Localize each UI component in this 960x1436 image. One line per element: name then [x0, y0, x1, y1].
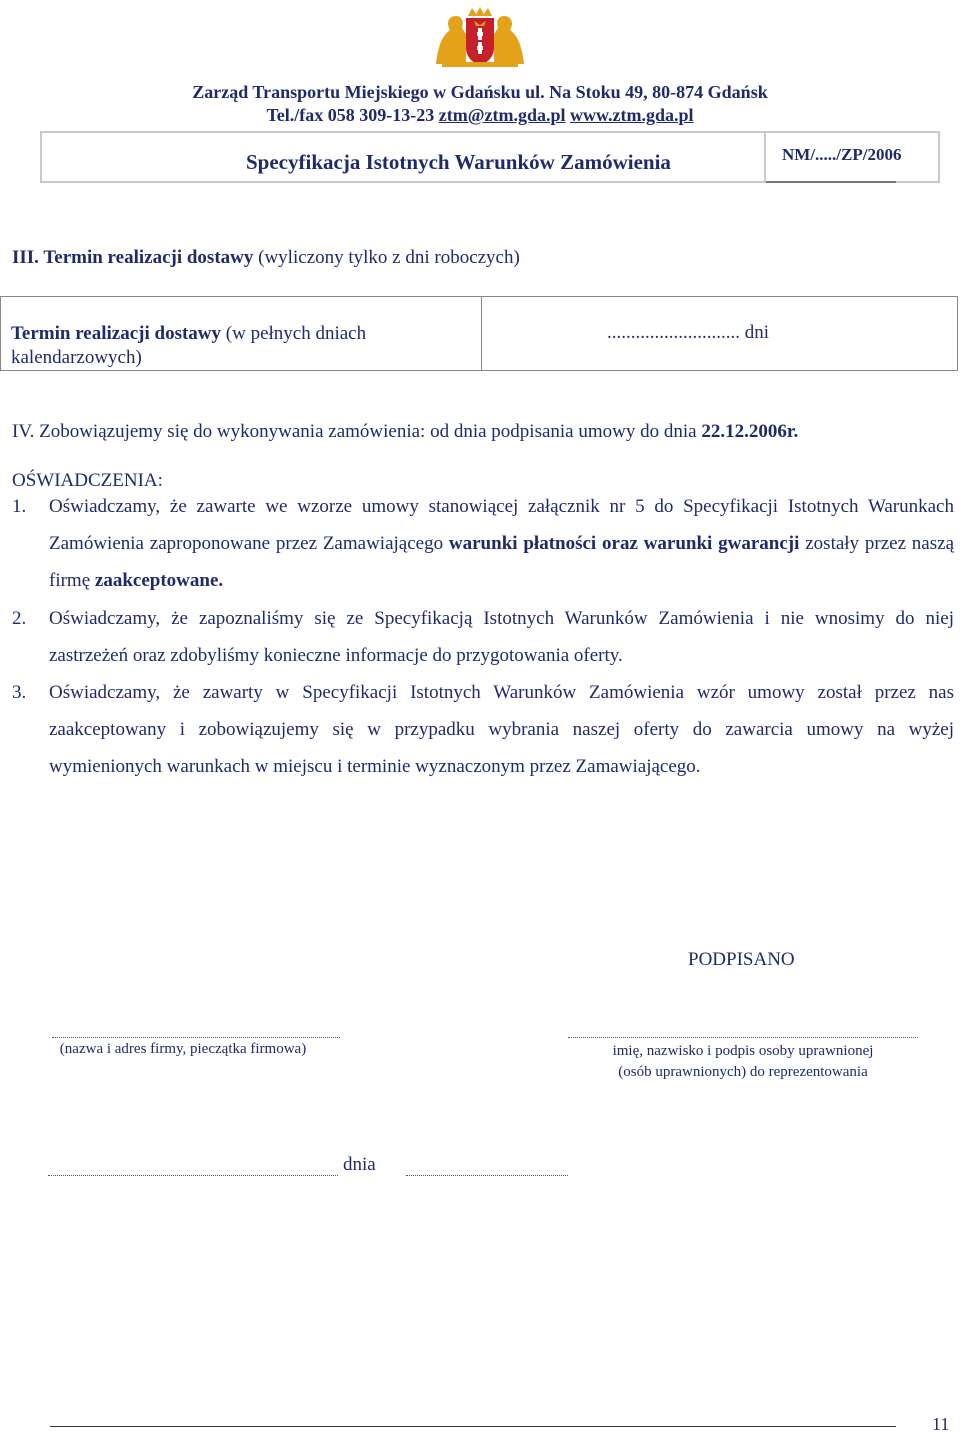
company-signature-line[interactable]: [52, 1037, 340, 1038]
phone-fax: Tel./fax 058 309-13-23: [266, 105, 439, 125]
statement-number: 3.: [12, 682, 27, 703]
section-3-heading-bold: III. Termin realizacji dostawy: [12, 247, 254, 268]
document-number: NM/...../ZP/2006: [782, 145, 902, 164]
company-signature-caption: (nazwa i adres firmy, pieczątka firmowa): [59, 1041, 307, 1057]
delivery-term-label-bold: Termin realizacji dostawy: [11, 323, 222, 344]
website-link[interactable]: www.ztm.gda.pl: [570, 105, 694, 125]
statement-1-part-1: Oświadczamy, że zawarte we wzorze umowy stanowiącej załącznik nr 5 do Specyfikacji Istotnych Warunkach Zamówienia zaproponowane przez Zamawiającego: [49, 496, 954, 554]
statement-1-part-2: zostały przez naszą firmę: [49, 533, 955, 591]
section-3-heading: [12, 247, 520, 269]
statement-item-1: [12, 488, 954, 599]
organization-address-line: Zarząd Transportu Miejskiego w Gdańsku ul. Na Stoku 49, 80-874 Gdańsk: [192, 82, 768, 102]
authorized-signature-caption: [562, 1041, 924, 1083]
page-number: 11: [932, 1414, 950, 1434]
section-4-text: IV. Zobowiązujemy się do wykonywania zamówienia: od dnia podpisania umowy do dnia: [12, 421, 702, 442]
delivery-term-label-note: (w pełnych dniach kalendarzowych): [11, 323, 367, 368]
document-title: Specyfikacja Istotnych Warunków Zamówienia: [246, 150, 671, 174]
document-title-box: [40, 131, 940, 183]
section-3-heading-note: (wyliczony tylko z dni roboczych): [253, 247, 520, 268]
authorized-caption-line-1: imię, nazwisko i podpis osoby uprawnionej: [612, 1043, 874, 1059]
authorized-signature-line[interactable]: [568, 1037, 918, 1038]
table-divider: [481, 297, 482, 370]
statement-text: Oświadczamy, że zawarty w Specyfikacji Istotnych Warunków Zamówienia wzór umowy został przez nas zaakceptowany i zobowiązujemy się w przypadku wybrania naszej oferty do zawarcia umowy na wyżej wymienionych warunkach w miejscu i terminie wyznaczonym przez Zamawiającego.: [49, 682, 954, 777]
place-field-line[interactable]: [48, 1175, 338, 1176]
signed-label: PODPISANO: [688, 949, 795, 970]
statement-text: Oświadczamy, że zapoznaliśmy się ze Specyfikacją Istotnych Warunków Zamówienia i nie wnosimy do niej zastrzeżeń oraz zdobyliśmy konieczne informacje do przygotowania oferty.: [49, 608, 954, 666]
statement-1-bold-terms: warunki płatności oraz warunki gwarancji: [448, 533, 800, 554]
authorized-caption-line-2: (osób uprawnionych) do reprezentowania: [618, 1064, 868, 1080]
footer-rule: [50, 1426, 896, 1427]
delivery-term-days-field[interactable]: ............................ dni: [607, 322, 770, 343]
date-label: dnia: [343, 1154, 376, 1175]
statement-text: [49, 488, 954, 599]
document-number-underline: [766, 181, 896, 183]
title-box-divider: [764, 133, 766, 181]
email-link[interactable]: ztm@ztm.gda.pl: [438, 105, 566, 125]
section-4-commitment: [12, 421, 798, 443]
statement-number: 2.: [12, 608, 27, 629]
statement-1-accepted: zaakceptowane.: [94, 570, 224, 591]
statement-number: 1.: [12, 496, 27, 517]
delivery-term-table: [0, 296, 958, 371]
statement-item-2: [12, 600, 954, 674]
date-field-line[interactable]: [406, 1175, 568, 1176]
contact-line: [0, 105, 960, 126]
statement-item-3: [12, 674, 954, 785]
section-4-date: 22.12.2006r.: [701, 421, 799, 442]
city-crest-logo: [432, 6, 528, 68]
delivery-term-label: [11, 322, 451, 370]
statements-heading: OŚWIADCZENIA:: [12, 470, 163, 491]
